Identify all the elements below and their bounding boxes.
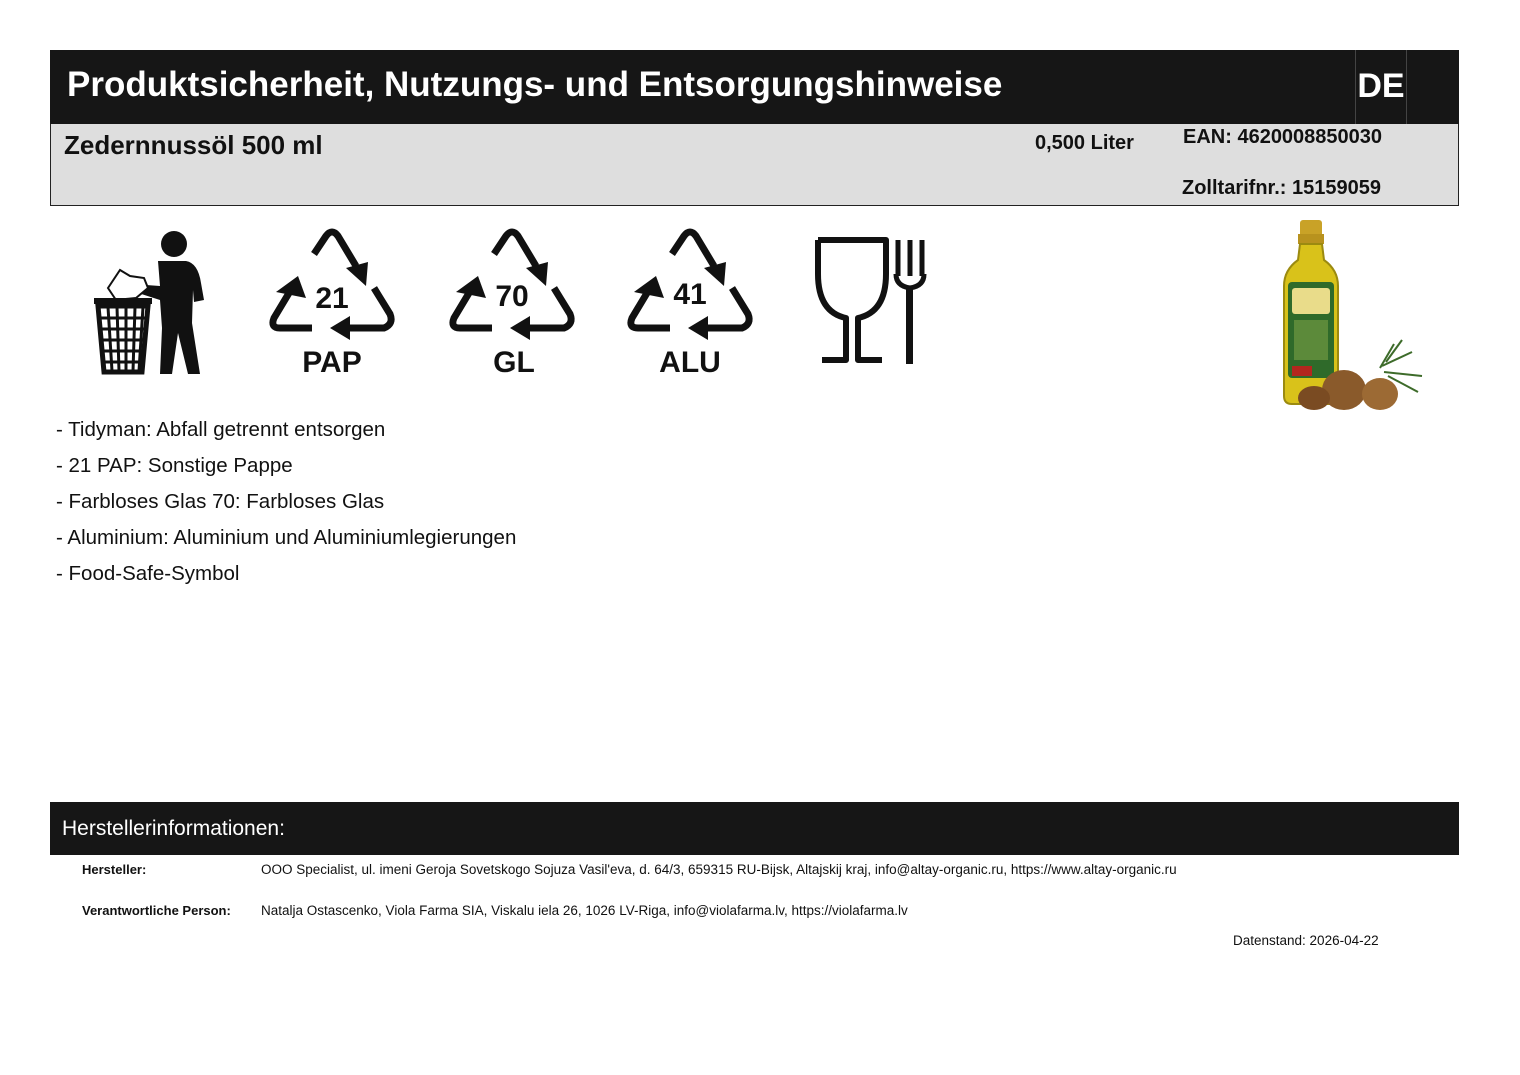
recycle-icon-gl (448, 228, 576, 378)
product-volume: 0,500 Liter (1035, 132, 1134, 154)
product-info-bar (50, 124, 1459, 206)
responsible-person-label: Verantwortliche Person: (82, 903, 231, 918)
list-item: - Farbloses Glas 70: Farbloses Glas (56, 490, 385, 513)
list-item: - Food-Safe-Symbol (56, 562, 240, 585)
tidyman-icon (88, 228, 213, 376)
symbol-notes-list (56, 412, 516, 592)
list-item: - 21 PAP: Sonstige Pappe (56, 454, 293, 477)
manufacturer-header (50, 802, 1459, 855)
language-badge: DE (1355, 50, 1407, 124)
recycle-icon-pap (268, 228, 396, 378)
list-item: - Aluminium: Aluminium und Aluminiumlegierungen (56, 526, 517, 549)
customs-tariff-number: Zolltarifnr.: 15159059 (1182, 177, 1381, 199)
product-name: Zedernnussöl 500 ml (64, 130, 323, 160)
manufacturer-value: OOO Specialist, ul. imeni Geroja Sovetskogo Sojuza Vasil'eva, d. 64/3, 659315 RU-Bijsk, Altajskij kraj, info@altay-organic.ru, https://www.altay-organic.ru (261, 862, 1177, 877)
page-title: Produktsicherheit, Nutzungs- und Entsorgungshinweise (67, 65, 1003, 104)
recycle-icon-alu (626, 228, 754, 378)
product-bottle-image (1262, 216, 1427, 416)
manufacturer-label: Hersteller: (82, 862, 147, 877)
list-item: - Tidyman: Abfall getrennt entsorgen (56, 418, 386, 441)
recycle-code: ALU (659, 346, 721, 378)
ean-code: EAN: 4620008850030 (1183, 126, 1383, 148)
recycle-code: GL (493, 346, 535, 378)
data-date: Datenstand: 2026-04-22 (1233, 933, 1379, 948)
recycle-number: 41 (673, 278, 707, 311)
manufacturer-title: Herstellerinformationen: (62, 817, 285, 840)
recycle-number: 70 (495, 280, 529, 313)
food-safe-icon (812, 234, 930, 368)
recycle-code: PAP (302, 346, 362, 378)
responsible-person-value: Natalja Ostascenko, Viola Farma SIA, Viskalu iela 26, 1026 LV-Riga, info@violafarma.lv, https://violafarma.lv (261, 903, 908, 918)
header-bar (50, 50, 1459, 124)
recycle-number: 21 (315, 282, 349, 315)
